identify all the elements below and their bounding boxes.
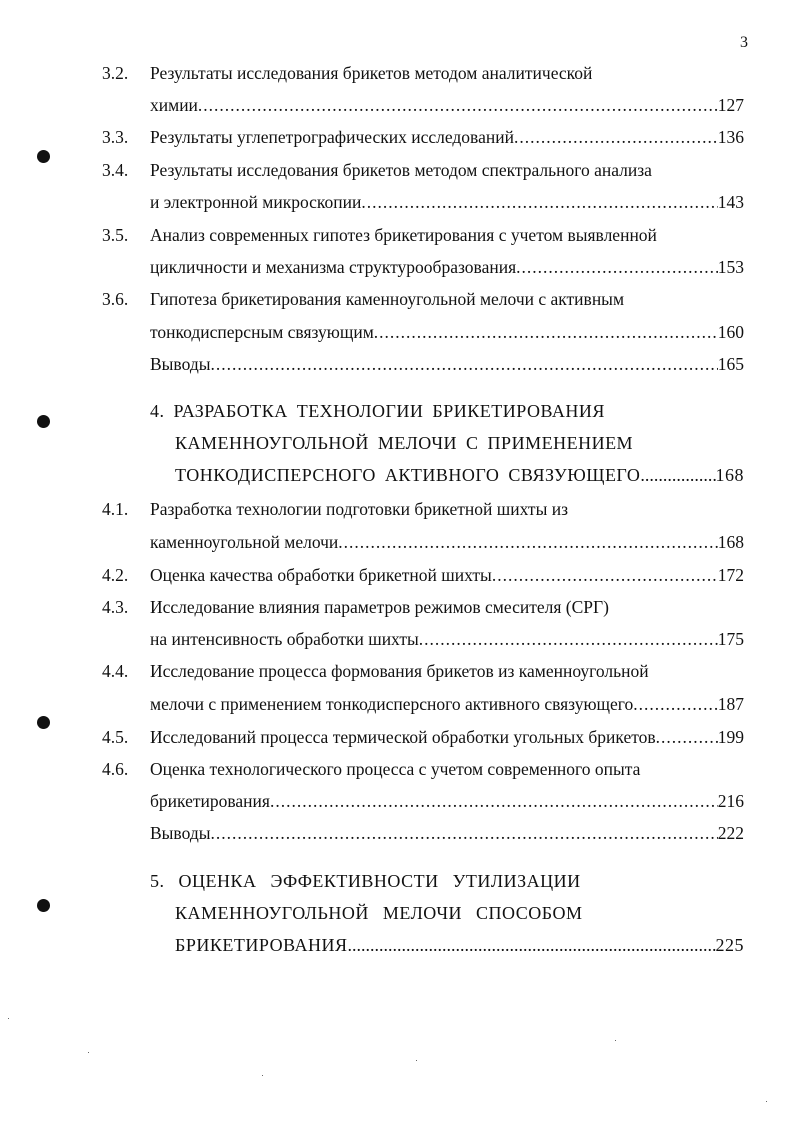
page-ref: 187	[717, 694, 744, 714]
scan-speck	[88, 1052, 89, 1053]
section-number: 4.6.	[102, 759, 129, 779]
entry-title-cont: мелочи с применением тонкодисперсного активного связующего	[150, 694, 634, 714]
entry-title: Выводы	[150, 354, 211, 374]
chapter-title: 4. РАЗРАБОТКА ТЕХНОЛОГИИ БРИКЕТИРОВАНИЯ	[150, 401, 605, 421]
chapter-title-cont: КАМЕННОУГОЛЬНОЙ МЕЛОЧИ С ПРИМЕНЕНИЕМ	[175, 433, 634, 453]
entry-title: Результаты исследования брикетов методом спектрального анализа	[150, 160, 652, 180]
page-ref: 225	[715, 935, 744, 955]
section-number: 4.1.	[102, 499, 129, 519]
entry-title: Оценка качества обработки брикетной шихты	[150, 565, 492, 585]
scan-speck	[8, 1018, 9, 1019]
scan-speck	[262, 1075, 263, 1076]
page-ref: 160	[717, 322, 744, 342]
entry-title: Анализ современных гипотез брикетирования с учетом выявленной	[150, 225, 657, 245]
entry-title-cont: тонкодисперсным связующим	[150, 322, 374, 342]
entry-title: Результаты углепетрографических исследований	[150, 127, 514, 147]
section-number: 3.6.	[102, 289, 129, 309]
dot-leader	[419, 626, 718, 652]
entry-title-cont: каменноугольной мелочи	[150, 532, 339, 552]
dot-leader	[198, 92, 718, 118]
section-number: 4.2.	[102, 565, 129, 585]
dot-leader	[492, 562, 718, 588]
dot-leader	[361, 189, 717, 215]
dot-leader	[338, 529, 717, 555]
punch-hole	[37, 415, 50, 428]
entry-title-cont: и электронной микроскопии	[150, 192, 362, 212]
entry-title-cont: химии	[150, 95, 198, 115]
page-number: 3	[740, 34, 748, 51]
dot-leader	[210, 820, 717, 846]
dot-leader	[347, 932, 715, 958]
page-ref: 153	[717, 257, 744, 277]
scan-speck	[416, 1060, 417, 1061]
punch-hole	[37, 150, 50, 163]
entry-title: Выводы	[150, 823, 211, 843]
chapter-title-cont: КАМЕННОУГОЛЬНОЙ МЕЛОЧИ СПОСОБОМ	[175, 903, 583, 923]
dot-leader	[656, 724, 718, 750]
page-ref: 168	[715, 465, 744, 485]
page-ref: 216	[717, 791, 744, 811]
section-number: 4.4.	[102, 661, 129, 681]
page-ref: 127	[717, 95, 744, 115]
punch-hole	[37, 716, 50, 729]
entry-title: Разработка технологии подготовки брикетной шихты из	[150, 499, 568, 519]
punch-hole	[37, 899, 50, 912]
section-number: 3.3.	[102, 127, 129, 147]
page-ref: 168	[717, 532, 744, 552]
entry-title: Исследование процесса формования брикетов из каменноугольной	[150, 661, 649, 681]
dot-leader	[633, 691, 717, 717]
page-ref: 143	[717, 192, 744, 212]
dot-leader	[210, 351, 717, 377]
scan-speck	[766, 1101, 767, 1102]
page-ref: 175	[717, 629, 744, 649]
dot-leader	[270, 788, 718, 814]
entry-title: Оценка технологического процесса с учетом современного опыта	[150, 759, 641, 779]
entry-title: Результаты исследования брикетов методом аналитической	[150, 63, 593, 83]
page-ref: 199	[717, 727, 744, 747]
entry-title-cont: на интенсивность обработки шихты	[150, 629, 419, 649]
page-ref: 165	[717, 354, 744, 374]
section-number: 3.4.	[102, 160, 129, 180]
section-number: 3.2.	[102, 63, 129, 83]
chapter-title-cont: ТОНКОДИСПЕРСНОГО АКТИВНОГО СВЯЗУЮЩЕГО	[175, 465, 641, 485]
section-number: 4.5.	[102, 727, 129, 747]
section-number: 4.3.	[102, 597, 129, 617]
chapter-title-cont: БРИКЕТИРОВАНИЯ	[175, 935, 348, 955]
dot-leader	[640, 462, 715, 488]
page-ref: 222	[717, 823, 744, 843]
chapter-title: 5. ОЦЕНКА ЭФФЕКТИВНОСТИ УТИЛИЗАЦИИ	[150, 871, 581, 891]
entry-title: Гипотеза брикетирования каменноугольной мелочи с активным	[150, 289, 625, 309]
section-number: 3.5.	[102, 225, 129, 245]
dot-leader	[514, 124, 718, 150]
entry-title-cont: брикетирования	[150, 791, 270, 811]
entry-title: Исследований процесса термической обработки угольных брикетов	[150, 727, 656, 747]
entry-title: Исследование влияния параметров режимов смесителя (СРГ)	[150, 597, 609, 617]
page-ref: 136	[717, 127, 744, 147]
page-ref: 172	[717, 565, 744, 585]
entry-title-cont: цикличности и механизма структурообразования	[150, 257, 517, 277]
scan-speck	[615, 1040, 616, 1041]
dot-leader	[374, 319, 718, 345]
dot-leader	[516, 254, 718, 280]
